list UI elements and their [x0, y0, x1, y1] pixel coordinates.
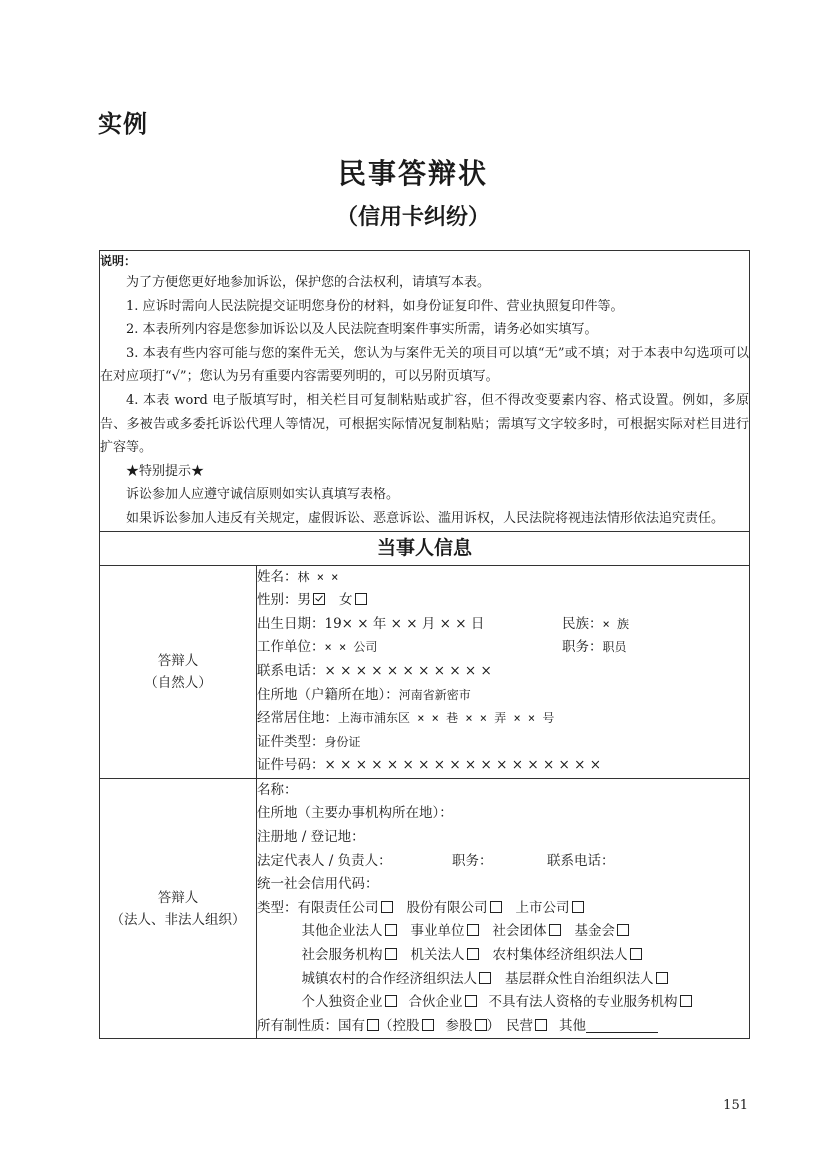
- residence-value[interactable]: 上海市浦东区 × × 巷 × × 弄 × × 号: [338, 711, 555, 726]
- type-option-label: 城镇农村的合作经济组织法人: [301, 970, 478, 987]
- notes-cell: [100, 251, 750, 532]
- birth-label: 出生日期：: [257, 615, 325, 632]
- type-option-label: 基层群众性自治组织法人: [505, 970, 654, 987]
- ownership-other-input[interactable]: [586, 1018, 658, 1033]
- phone-label: 联系电话：: [257, 662, 325, 679]
- notes-row: [100, 251, 750, 532]
- gender-female-label: 女: [339, 592, 353, 609]
- respondent-type-label: （法人、非法人组织）: [110, 911, 246, 928]
- type-option-label: 社会服务机构: [301, 947, 383, 964]
- party-section-title: 当事人信息: [100, 531, 750, 565]
- org-phone-label: 联系电话：: [547, 852, 615, 869]
- notes-paragraph: 诉讼参加人应遵守诚信原则如实认真填写表格。: [126, 487, 400, 503]
- type-option-checkbox[interactable]: [490, 901, 502, 913]
- org-registration-label: 注册地 / 登记地：: [257, 829, 365, 846]
- type-option-checkbox[interactable]: [617, 924, 629, 936]
- type-option-checkbox[interactable]: [467, 924, 479, 936]
- document-title: 民事答辩状: [337, 157, 488, 190]
- work-value[interactable]: × × 公司: [324, 640, 378, 655]
- name-value[interactable]: 林 × ×: [297, 569, 339, 584]
- name-line: [257, 566, 749, 590]
- legal-person-label: [100, 778, 257, 1039]
- name-label: 姓名：: [257, 568, 298, 585]
- domicile-label: 住所地（户籍所在地）：: [257, 686, 399, 703]
- org-address-line: [257, 802, 749, 826]
- type-option-checkbox[interactable]: [572, 901, 584, 913]
- org-name-label: 名称：: [257, 781, 298, 798]
- type-option-checkbox[interactable]: [680, 995, 692, 1007]
- birth-value[interactable]: 19× × 年 × × 月 × × 日: [324, 615, 485, 632]
- ownership-state-checkbox[interactable]: [367, 1019, 379, 1031]
- id-number-line: [257, 754, 749, 778]
- notes-paragraph: 4. 本表 word 电子版填写时，相关栏目可复制粘贴或扩容，但不得改变要素内容、格式设置。例如，多原告、多被告或多委托诉讼代理人等情况，可根据实际情况复制粘贴；需填写文字较多时，可根据实际对栏目进行扩容等。: [100, 392, 750, 456]
- document-subtitle: （信用卡纠纷）: [335, 205, 490, 230]
- gender-male-label: 男: [297, 592, 311, 609]
- credit-code-label: 统一社会信用代码：: [257, 876, 379, 893]
- type-option-checkbox[interactable]: [385, 995, 397, 1007]
- work-field: [257, 636, 562, 660]
- position-label: 职务：: [562, 639, 603, 656]
- org-position-label: 职务：: [452, 852, 493, 869]
- gender-label: 性别：: [257, 592, 298, 609]
- type-option-label: 有限责任公司: [297, 899, 379, 916]
- ownership-private-checkbox[interactable]: [535, 1019, 547, 1031]
- notes-paragraph: 为了方便您更好地参加诉讼，保护您的合法权利，请填写本表。: [126, 275, 491, 290]
- ownership-holding-label: 控股: [392, 1017, 420, 1034]
- type-option-checkbox[interactable]: [465, 995, 477, 1007]
- page-number: 151: [723, 1098, 748, 1113]
- ownership-state-label: 国有: [338, 1017, 365, 1034]
- legal-person-row: [100, 778, 750, 1039]
- residence-label: 经常居住地：: [257, 710, 338, 727]
- type-option-label: 基金会: [574, 923, 616, 940]
- party-section-row: [100, 531, 750, 565]
- org-type-line-3: [257, 944, 749, 968]
- ownership-label: 所有制性质：: [257, 1017, 338, 1034]
- respondent-label: 答辩人: [157, 652, 199, 669]
- type-option-checkbox[interactable]: [385, 948, 397, 960]
- domicile-line: [257, 684, 749, 708]
- type-option-checkbox[interactable]: [630, 948, 642, 960]
- position-value[interactable]: 职员: [602, 640, 627, 655]
- domicile-value[interactable]: 河南省新密市: [398, 687, 471, 702]
- legal-person-fields: [257, 778, 750, 1039]
- special-notice-heading: ★特别提示★: [126, 463, 205, 479]
- type-option-checkbox[interactable]: [385, 924, 397, 936]
- notes-paragraph: 2. 本表所列内容是您参加诉讼以及人民法院查明案件事实所需，请务必如实填写。: [126, 322, 598, 338]
- org-address-label: 住所地（主要办事机构所在地）：: [257, 805, 453, 822]
- type-option-checkbox[interactable]: [467, 948, 479, 960]
- org-type-line-2: [257, 920, 749, 944]
- org-type-line-1: [257, 897, 749, 921]
- type-option-label: 社会团体: [492, 923, 547, 940]
- phone-line: [257, 660, 749, 684]
- type-option-checkbox[interactable]: [656, 972, 668, 984]
- birth-field: [257, 613, 562, 637]
- ownership-line: 所有制性质：国有 （控股 参股 ） 民营 其他: [257, 1015, 749, 1039]
- org-registration-line: [257, 826, 749, 850]
- ethnic-label: 民族：: [562, 615, 603, 632]
- org-type-line-4: [257, 968, 749, 992]
- defense-form-table: [99, 250, 750, 1039]
- work-label: 工作单位：: [257, 639, 325, 656]
- type-option-label: 股份有限公司: [406, 899, 488, 916]
- natural-person-label: [100, 565, 257, 778]
- natural-person-fields: [257, 565, 750, 778]
- notes-paragraph: 如果诉讼参加人违反有关规定，虚假诉讼、恶意诉讼、滥用诉权，人民法院将视违法情形依法追究责任。: [126, 510, 725, 526]
- credit-code-line: [257, 873, 749, 897]
- residence-line: [257, 707, 749, 731]
- legal-rep-line: [257, 850, 749, 874]
- type-option-checkbox[interactable]: [381, 901, 393, 913]
- section-label: 实例: [98, 110, 148, 138]
- notes-heading: 说明：: [100, 254, 137, 268]
- natural-person-row: [100, 565, 750, 778]
- type-option-label: 个人独资企业: [301, 994, 383, 1011]
- type-option-label: 机关法人: [410, 947, 465, 964]
- respondent-type-label: （自然人）: [144, 674, 212, 691]
- gender-line: [257, 589, 749, 613]
- respondent-label: 答辩人: [157, 889, 199, 906]
- phone-value[interactable]: × × × × × × × × × × ×: [324, 662, 492, 679]
- type-option-checkbox[interactable]: [549, 924, 561, 936]
- id-type-line: [257, 731, 749, 755]
- type-option-label: 其他企业法人: [301, 923, 383, 940]
- org-type-line-5: [257, 991, 749, 1015]
- ownership-holding-checkbox[interactable]: [422, 1019, 434, 1031]
- id-type-label: 证件类型：: [257, 733, 325, 750]
- type-option-label: 农村集体经济组织法人: [492, 947, 628, 964]
- ethnic-value[interactable]: × 族: [602, 616, 629, 631]
- ownership-other-label: 其他: [559, 1017, 586, 1034]
- org-name-line: [257, 779, 749, 803]
- id-number-value[interactable]: × × × × × × × × × × × × × × × × × ×: [324, 757, 602, 774]
- type-option-label: 合伙企业: [408, 994, 463, 1011]
- gender-male-checkbox[interactable]: [313, 593, 325, 605]
- ownership-share-checkbox[interactable]: [475, 1019, 487, 1031]
- id-type-value[interactable]: 身份证: [324, 734, 361, 749]
- ownership-share-label: 参股: [445, 1017, 473, 1034]
- type-option-label: 不具有法人资格的专业服务机构: [488, 994, 678, 1011]
- gender-female-checkbox[interactable]: [355, 593, 367, 605]
- notes-paragraph: 1. 应诉时需向人民法院提交证明您身份的材料，如身份证复印件、营业执照复印件等。: [126, 298, 624, 314]
- type-option-label: 事业单位: [410, 923, 465, 940]
- notes-paragraph: 3. 本表有些内容可能与您的案件无关，您认为与案件无关的项目可以填“无”或不填；对于本表中勾选项可以在对应项打“√”；您认为另有重要内容需要列明的，可以另附页填写。: [100, 345, 750, 385]
- birth-line: [257, 613, 749, 637]
- type-option-label: 上市公司: [515, 899, 570, 916]
- id-number-label: 证件号码：: [257, 757, 325, 774]
- legal-rep-label: 法定代表人 / 负责人：: [257, 852, 392, 869]
- type-option-checkbox[interactable]: [479, 972, 491, 984]
- org-type-label: 类型：: [257, 899, 298, 916]
- work-line: [257, 636, 749, 660]
- ownership-private-label: 民营: [506, 1017, 533, 1034]
